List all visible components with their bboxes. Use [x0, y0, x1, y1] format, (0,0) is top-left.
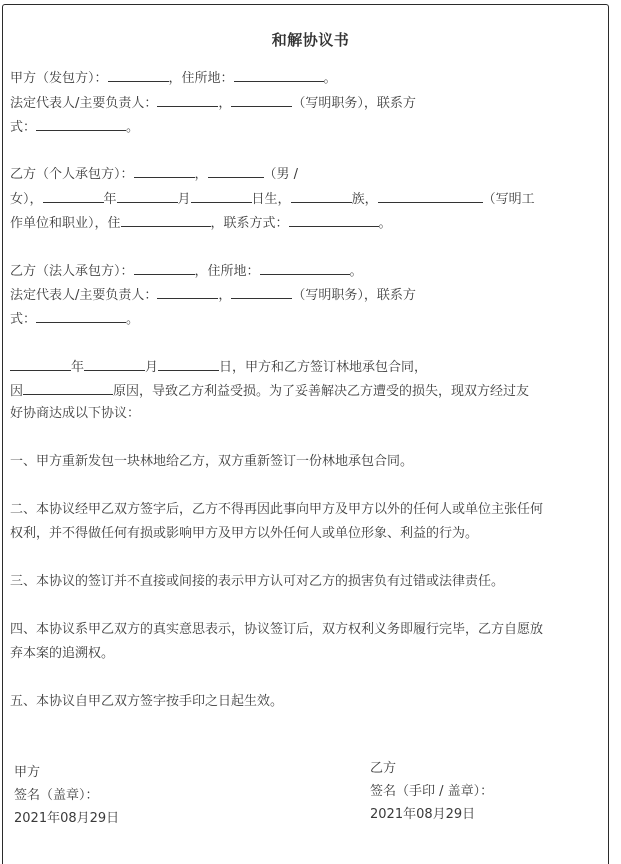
party-b-sign-field[interactable]: 签名（手印 / 盖章）：	[370, 784, 494, 799]
clause-4-line-2: 弃本案的追溯权。	[10, 646, 115, 661]
party-b-contact-blank[interactable]	[289, 214, 379, 227]
contract-year-blank[interactable]	[10, 358, 71, 371]
birth-year-blank[interactable]	[43, 190, 104, 203]
clause-5: 五、本协议自甲乙双方签字按手印之日起生效。	[10, 694, 284, 709]
party-b-individual-line-3: 作单位和职业），住 ，联系方式： 。	[10, 216, 392, 231]
party-b-legal-line-2: 法定代表人/主要负责人： ， （写明职务），联系方	[10, 288, 416, 303]
party-a-line-1: 甲方（发包方）： ，住所地： 。	[10, 71, 337, 86]
party-b-residence-blank[interactable]	[121, 214, 211, 227]
party-a-contact-blank[interactable]	[36, 118, 126, 131]
party-a-line-2: 法定代表人/主要负责人： ， （写明职务），联系方	[10, 96, 416, 111]
clause-4-line-1: 四、本协议系甲乙双方的真实意思表示，协议签订后，双方权利义务即履行完毕，乙方自愿放	[10, 622, 544, 637]
workplace-blank[interactable]	[378, 190, 483, 203]
clause-3: 三、本协议的签订并不直接或间接的表示甲方认可对乙方的损害负有过错或法律责任。	[10, 574, 505, 589]
clause-1: 一、甲方重新发包一块林地给乙方，双方重新签订一份林地承包合同。	[10, 454, 414, 469]
party-b-legal-contact-blank[interactable]	[36, 310, 126, 323]
party-a-signature-label: 甲方	[14, 765, 41, 780]
document-title: 和解协议书	[271, 31, 350, 49]
party-a-address-blank[interactable]	[234, 69, 324, 82]
party-b-legal-name-blank[interactable]	[134, 262, 195, 275]
party-b-individual-line-1: 乙方（个人承包方）： ， （男 /	[10, 167, 299, 182]
birth-day-blank[interactable]	[191, 190, 252, 203]
party-a-position-blank[interactable]	[231, 94, 292, 107]
party-a-line-3: 式： 。	[10, 120, 140, 135]
party-a-rep-blank[interactable]	[157, 94, 218, 107]
party-b-legal-line-3: 式： 。	[10, 312, 140, 327]
party-b-name-blank[interactable]	[134, 165, 195, 178]
party-b-legal-address-blank[interactable]	[260, 262, 350, 275]
party-b-signature-label: 乙方	[370, 761, 397, 776]
contract-month-blank[interactable]	[84, 358, 145, 371]
party-a-name-blank[interactable]	[108, 69, 169, 82]
party-b-legal-rep-blank[interactable]	[157, 286, 218, 299]
party-a-date: 2021年08月29日	[14, 811, 120, 826]
party-a-sign-field[interactable]: 签名（盖章）：	[14, 788, 99, 803]
preamble-line-3: 好协商达成以下协议：	[10, 406, 141, 421]
clause-2-line-2: 权利，并不得做任何有损或影响甲方及甲方以外任何人或单位形象、利益的行为。	[10, 526, 479, 541]
preamble-line-1: 年 月 日，甲方和乙方签订林地承包合同，	[10, 358, 427, 376]
ethnicity-blank[interactable]	[291, 190, 352, 203]
party-b-legal-line-1: 乙方（法人承包方）： ，住所地： 。	[10, 264, 363, 279]
party-b-date: 2021年08月29日	[370, 807, 476, 822]
preamble-line-2: 因 原因，导致乙方利益受损。为了妥善解决乙方遭受的损失，现双方经过友	[10, 384, 530, 399]
reason-blank[interactable]	[23, 382, 113, 395]
party-b-legal-position-blank[interactable]	[231, 286, 292, 299]
party-b-individual-line-2: 女）， 年 月 日生， 族， （写明工	[10, 192, 535, 207]
birth-month-blank[interactable]	[117, 190, 178, 203]
clause-2-line-1: 二、本协议经甲乙双方签字后，乙方不得再因此事向甲方及甲方以外的任何人或单位主张任何	[10, 502, 544, 517]
contract-day-blank[interactable]	[158, 358, 219, 371]
party-b-gender-blank[interactable]	[208, 165, 264, 178]
